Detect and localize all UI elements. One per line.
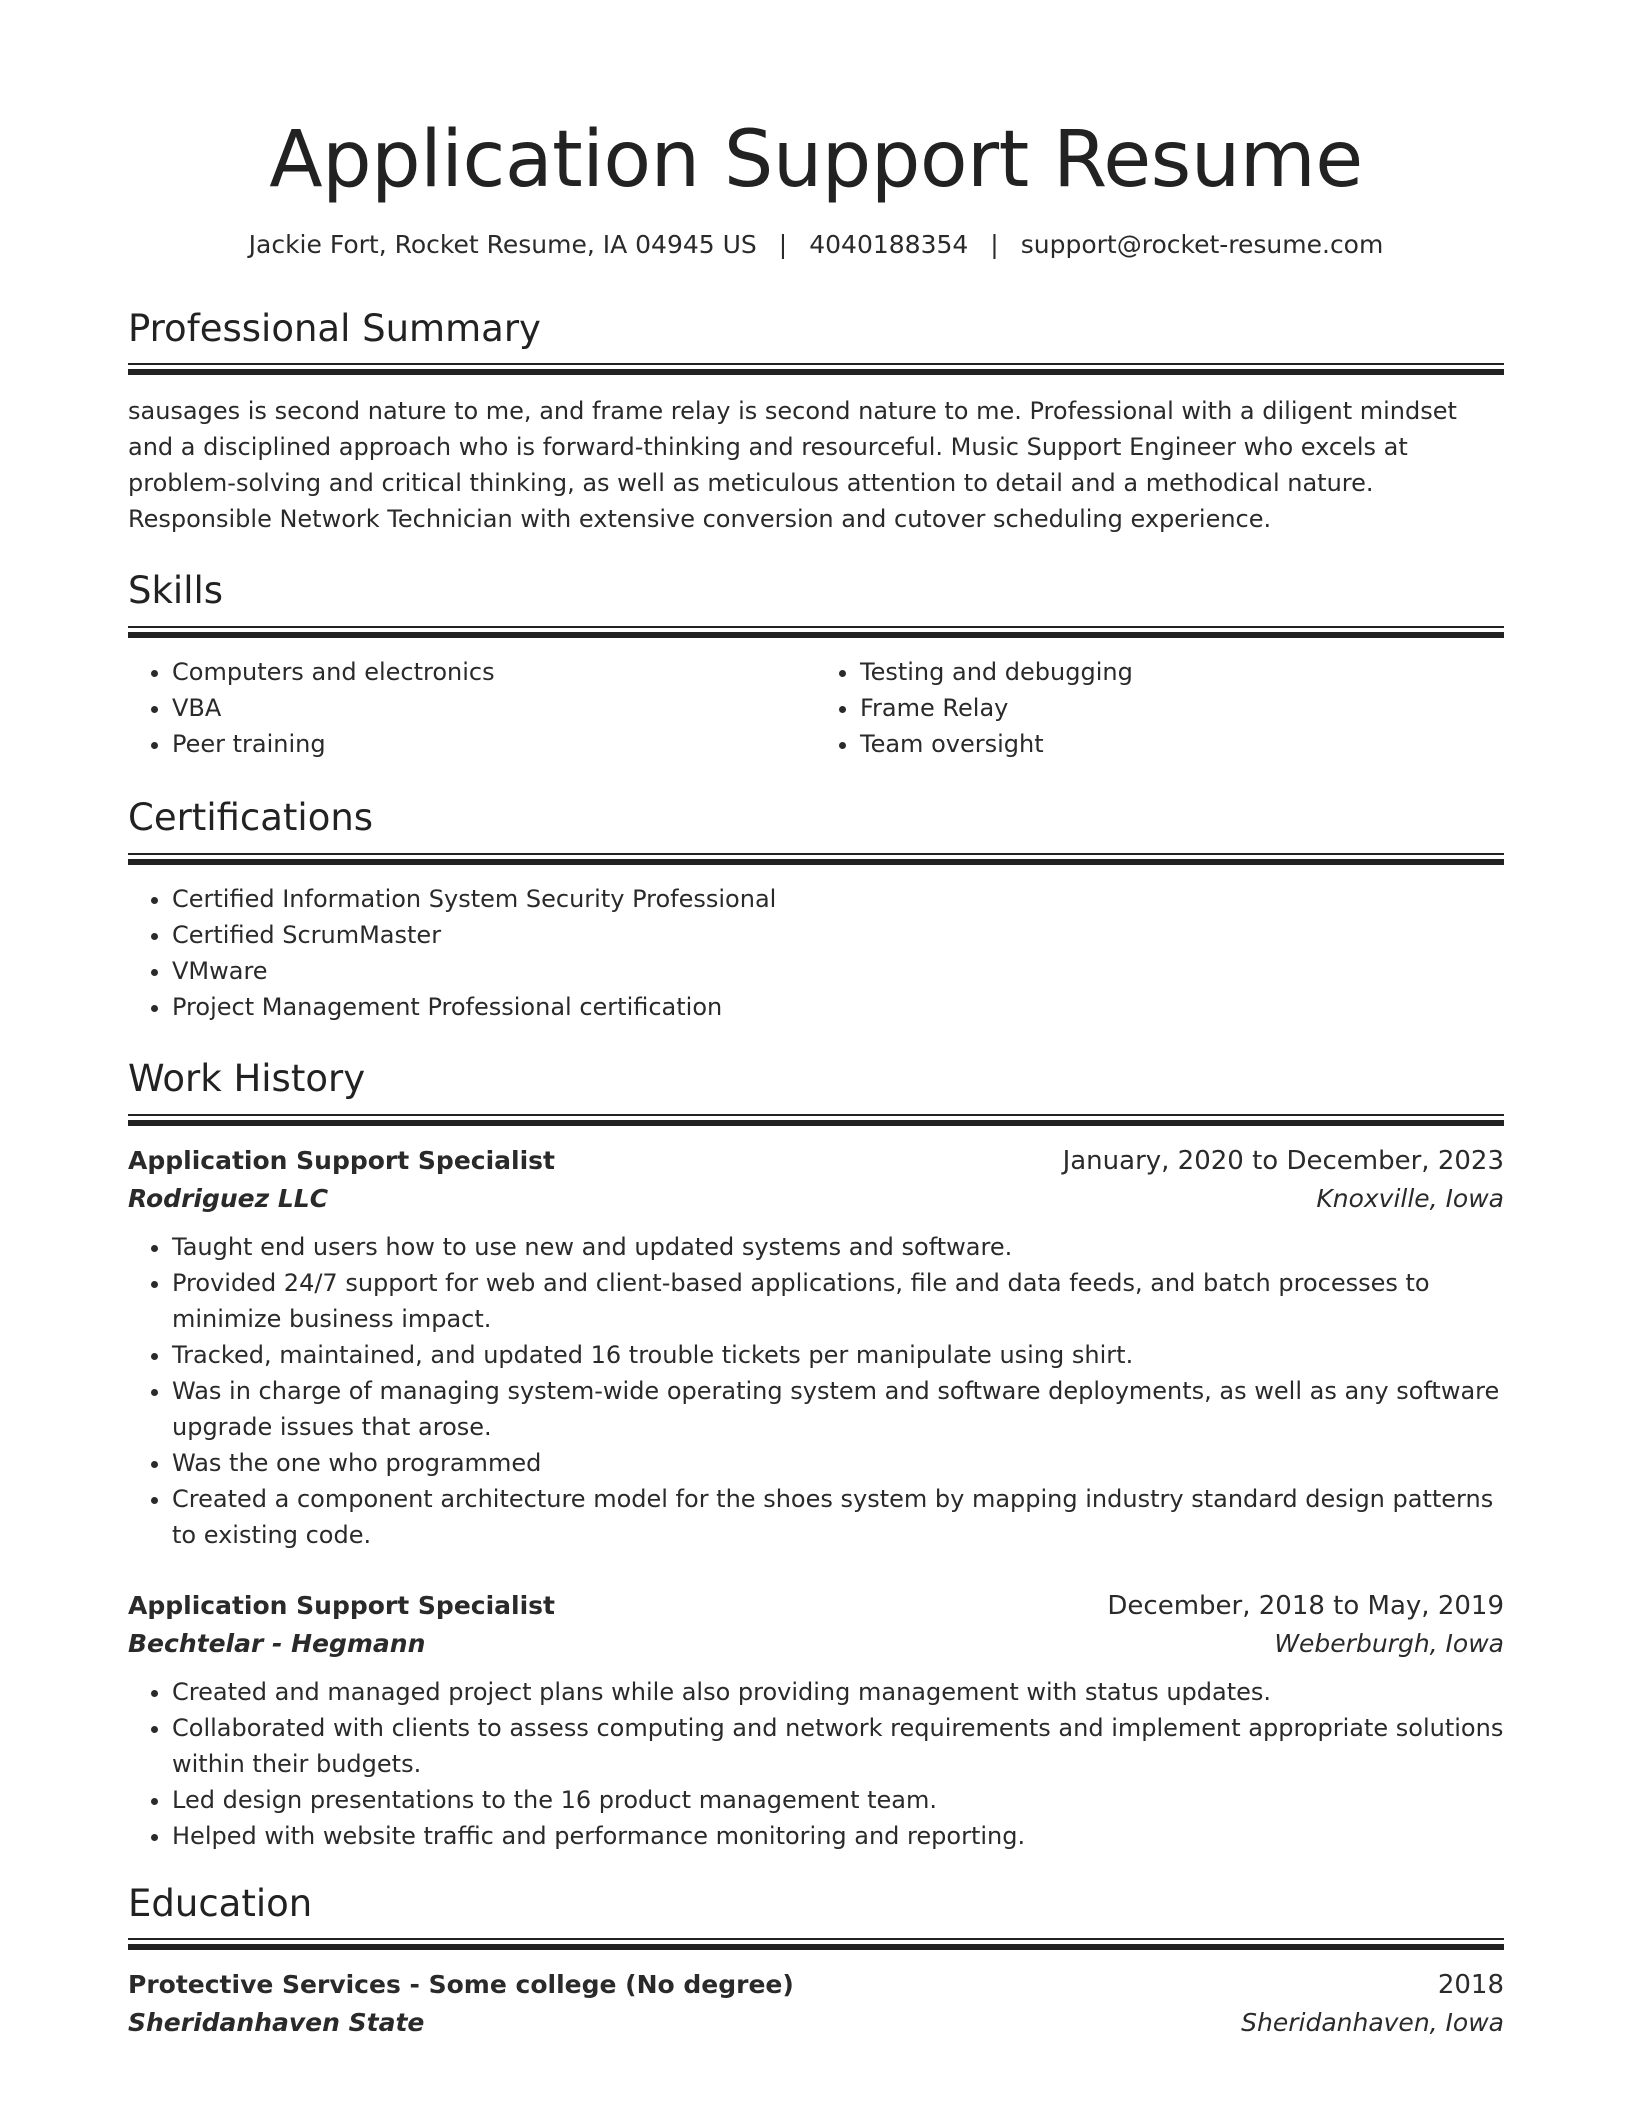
contact-line [128, 230, 1504, 259]
job-dates: December, 2018 to May, 2019 [1107, 1590, 1504, 1621]
skill-item: • Peer training [172, 726, 816, 762]
job-title: Application Support Specialist [128, 1590, 556, 1620]
duty-item: • Was the one who programmed [172, 1445, 1504, 1481]
job-duties [128, 1674, 1504, 1854]
duty-item: • Provided 24/7 support for web and client-based applications, file and data feeds, and batch processes to minimize business impact. [172, 1265, 1504, 1337]
education-header [128, 1970, 1504, 2000]
job-header [128, 1591, 1504, 1621]
job-subheader [128, 1629, 1504, 1658]
duty-item: • Was in charge of managing system-wide operating system and software deployments, as well as any software upgrade issues that arose. [172, 1373, 1504, 1445]
skill-item: • VBA [172, 690, 816, 726]
education-subheader [128, 2008, 1504, 2037]
certification-item: • VMware [172, 953, 1504, 989]
job-location: Knoxville, Iowa [1316, 1183, 1504, 1213]
section-divider [128, 1114, 1504, 1124]
contact-email: support@rocket-resume.com [1020, 229, 1384, 259]
skills-heading: Skills [128, 569, 224, 613]
duty-item: • Taught end users how to use new and updated systems and software. [172, 1229, 1504, 1265]
certifications-list [128, 881, 1504, 1025]
job-header [128, 1146, 1504, 1176]
job-dates: January, 2020 to December, 2023 [1062, 1145, 1504, 1176]
education-entry [128, 1970, 1504, 2037]
contact-separator: | [990, 229, 999, 259]
contact-address: Jackie Fort, Rocket Resume, IA 04945 US [248, 229, 757, 259]
summary-heading: Professional Summary [128, 306, 541, 350]
summary-section [128, 306, 1504, 538]
section-divider [128, 626, 1504, 636]
section-divider [128, 1938, 1504, 1948]
job-entry [128, 1591, 1504, 1854]
certifications-heading: Certifications [128, 796, 374, 840]
certifications-section [128, 798, 1504, 1025]
contact-phone: 4040188354 [809, 229, 969, 259]
contact-separator: | [778, 229, 788, 259]
duty-item: • Tracked, maintained, and updated 16 trouble tickets per manipulate using shirt. [172, 1337, 1504, 1373]
summary-text: sausages is second nature to me, and frame relay is second nature to me. Professional with a diligent mindset and a disciplined approach who is forward-thinking and resourceful. Music Support Engineer who excels at problem-solving and critical thinking, as well as meticulous attention to detail and a methodical nature. Responsible Network Technician with extensive conversion and cutover scheduling experience. [128, 397, 1457, 534]
certification-item: • Certified ScrumMaster [172, 917, 1504, 953]
job-title: Application Support Specialist [128, 1145, 556, 1175]
company-name: Rodriguez LLC [128, 1183, 329, 1213]
education-year: 2018 [1437, 1970, 1504, 2001]
skill-item: • Team oversight [860, 726, 1504, 762]
skill-item: • Computers and electronics [172, 654, 816, 690]
resume-title: Application Support Resume [269, 115, 1363, 205]
certification-item: • Certified Information System Security Professional [172, 881, 1504, 917]
skills-section [128, 571, 1504, 762]
work-history-heading: Work History [128, 1056, 366, 1100]
duty-item: • Collaborated with clients to assess computing and network requirements and implement appropriate solutions within their budgets. [172, 1710, 1504, 1782]
skill-item: • Frame Relay [860, 690, 1504, 726]
education-heading: Education [128, 1881, 313, 1925]
skill-item: • Testing and debugging [860, 654, 1504, 690]
job-entry [128, 1146, 1504, 1553]
duty-item: • Created a component architecture model for the shoes system by mapping industry standard design patterns to existing code. [172, 1481, 1504, 1553]
section-divider [128, 363, 1504, 373]
certification-item: • Project Management Professional certification [172, 989, 1504, 1025]
skills-list-right [816, 654, 1504, 762]
section-divider [128, 853, 1504, 863]
duty-item: • Led design presentations to the 16 product management team. [172, 1782, 1504, 1818]
school-name: Sheridanhaven State [128, 2008, 425, 2038]
job-location: Weberburgh, Iowa [1274, 1628, 1504, 1658]
school-location: Sheridanhaven, Iowa [1241, 2008, 1504, 2038]
education-program: Protective Services - Some college (No degree) [128, 1970, 794, 2000]
duty-item: • Helped with website traffic and performance monitoring and reporting. [172, 1818, 1504, 1854]
company-name: Bechtelar - Hegmann [128, 1628, 426, 1658]
work-history-section [128, 1056, 1504, 1854]
duty-item: • Created and managed project plans while also providing management with status updates. [172, 1674, 1504, 1710]
education-section [128, 1881, 1504, 2038]
job-duties [128, 1229, 1504, 1553]
job-subheader [128, 1184, 1504, 1213]
skills-list-left [128, 654, 816, 762]
skills-grid [128, 654, 1504, 762]
